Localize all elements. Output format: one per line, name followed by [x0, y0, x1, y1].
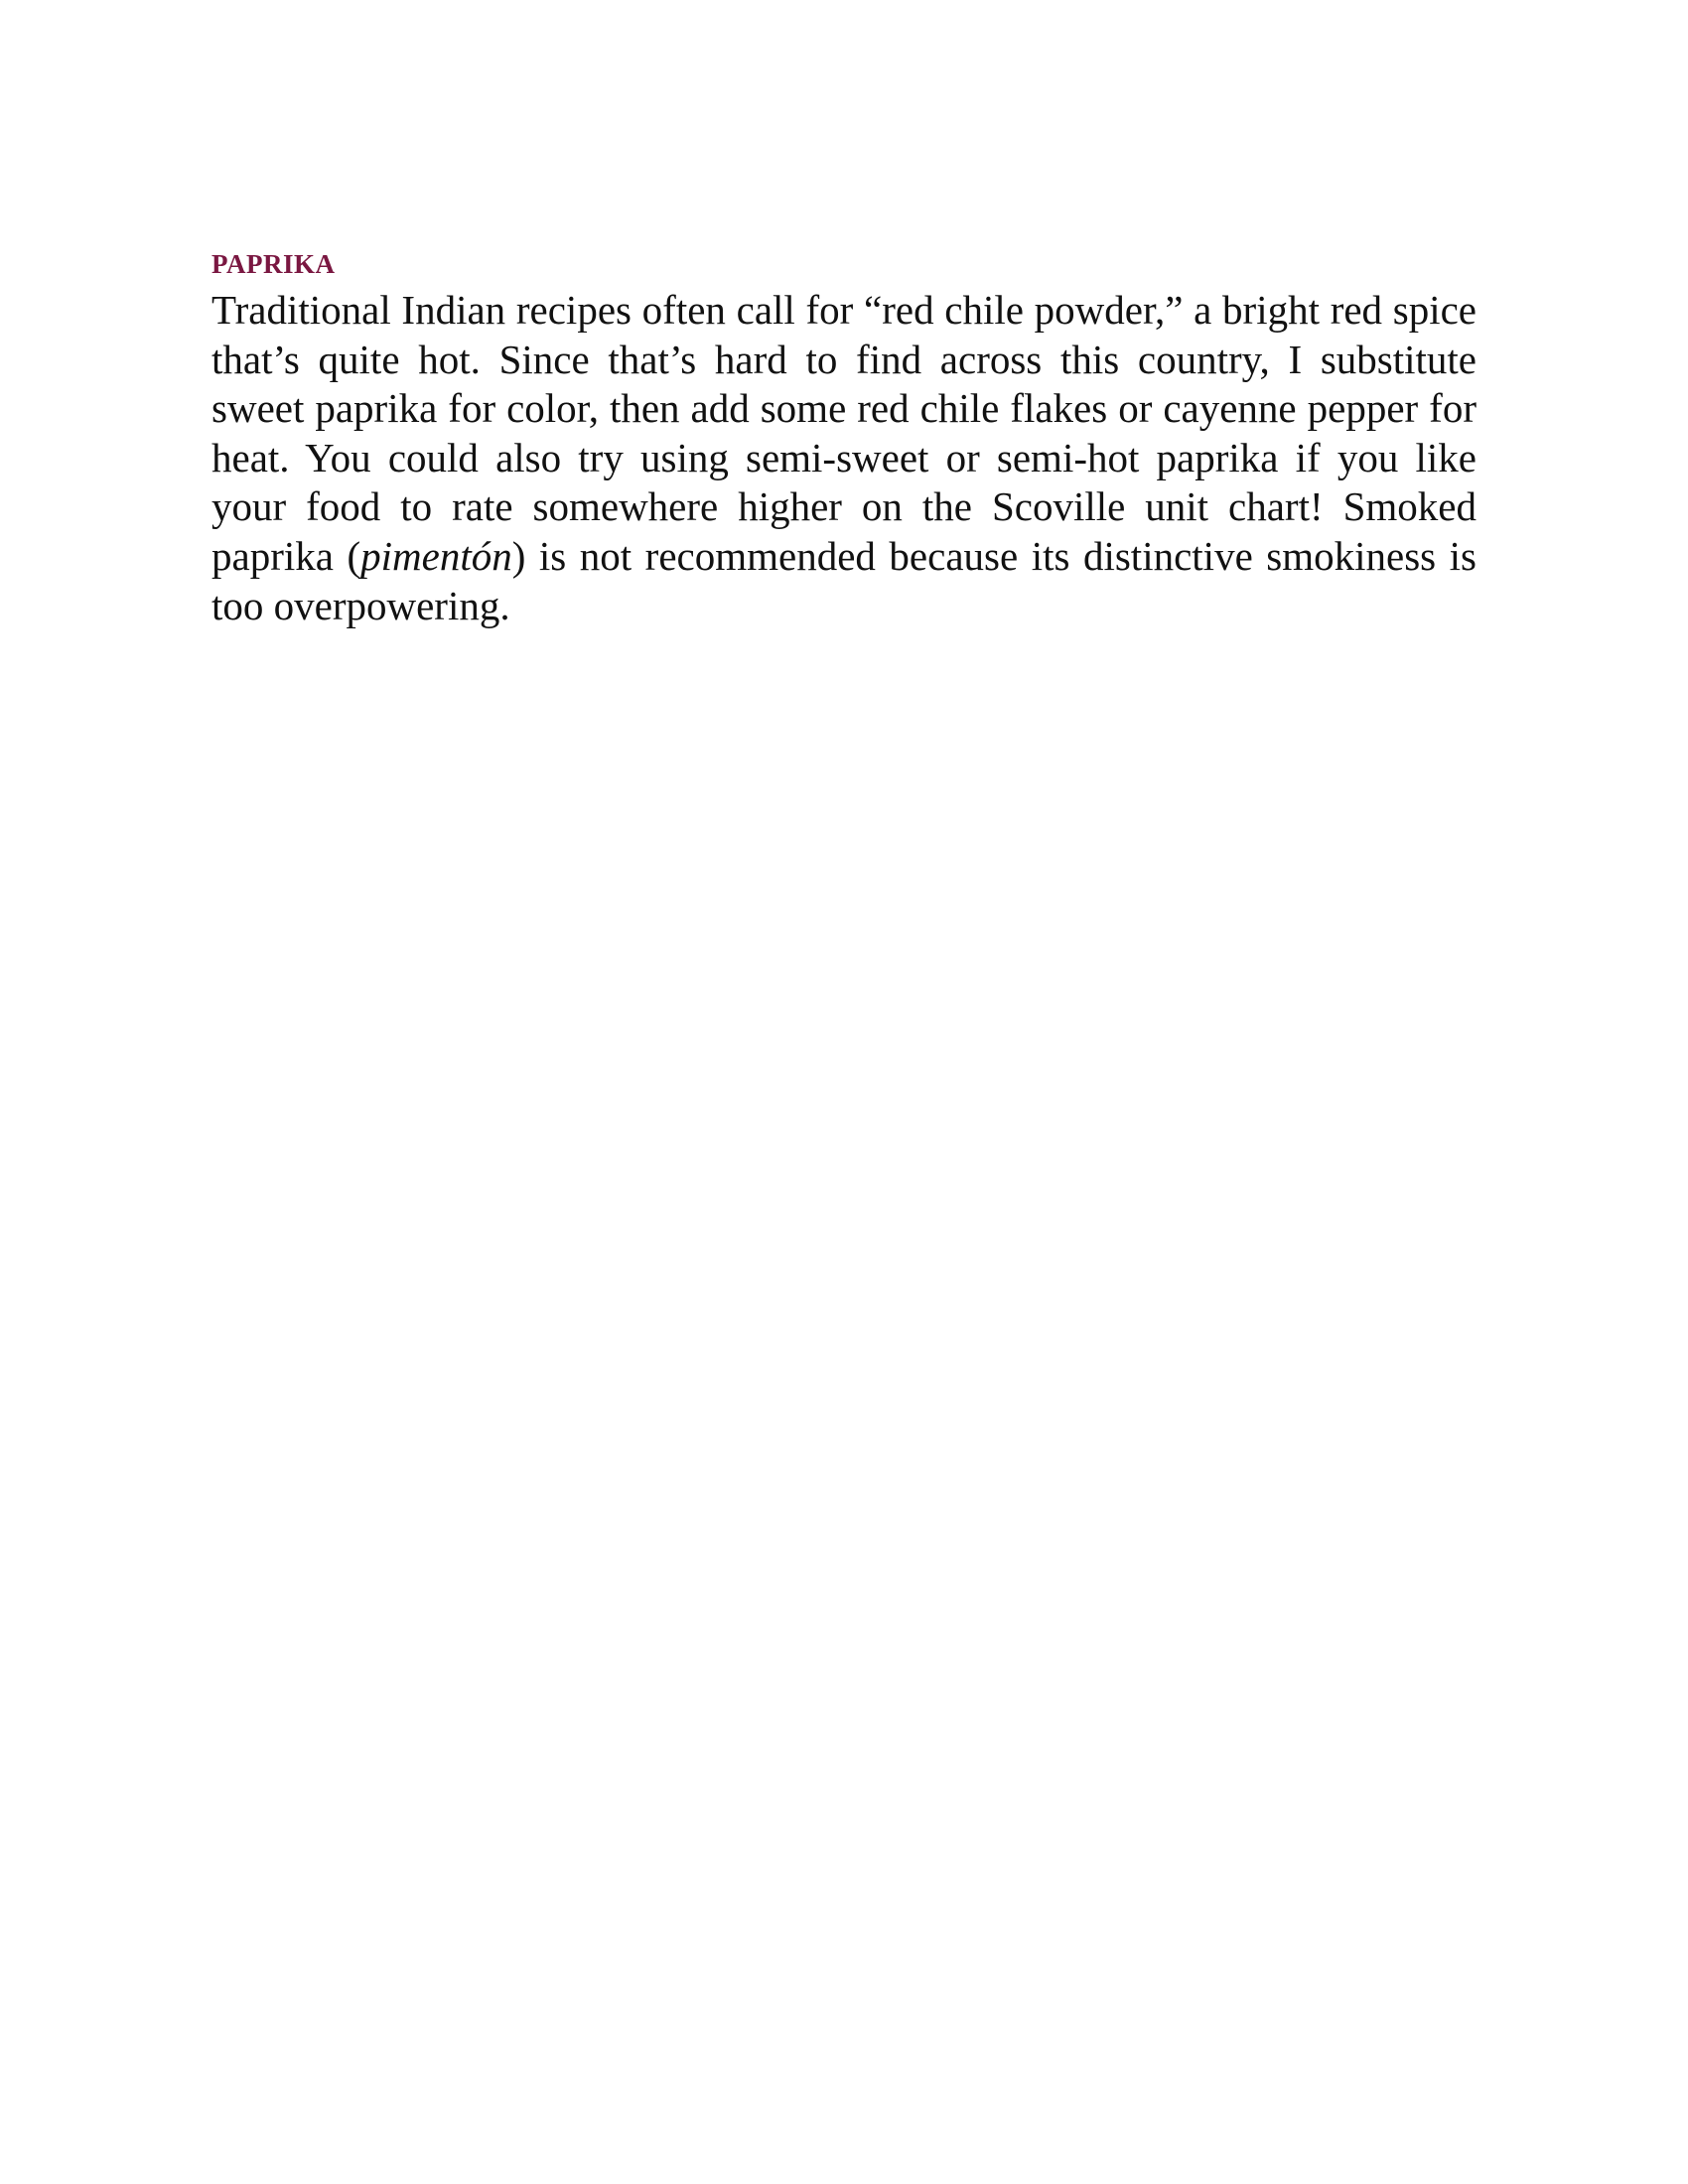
paragraph-text-part2: ) is not recommended because its distinctive smokiness is too overpowering.: [211, 532, 1477, 628]
section-heading: PAPRIKA: [211, 249, 336, 279]
paprika-section: [211, 244, 1477, 630]
paragraph-text-part1: Traditional Indian recipes often call for “red chile powder,” a bright red spice that’s quite hot. Since that’s hard to find across this country, I substitute sweet paprika for color, then add some red chile flakes or cayenne pepper for heat. You could also try using semi-sweet or semi-hot paprika if you like your food to rate somewhere higher on the Scoville unit chart! Smoked paprika (: [211, 287, 1477, 579]
paragraph-italic-term: pimentón: [360, 532, 512, 579]
section-paragraph: [211, 286, 1477, 630]
